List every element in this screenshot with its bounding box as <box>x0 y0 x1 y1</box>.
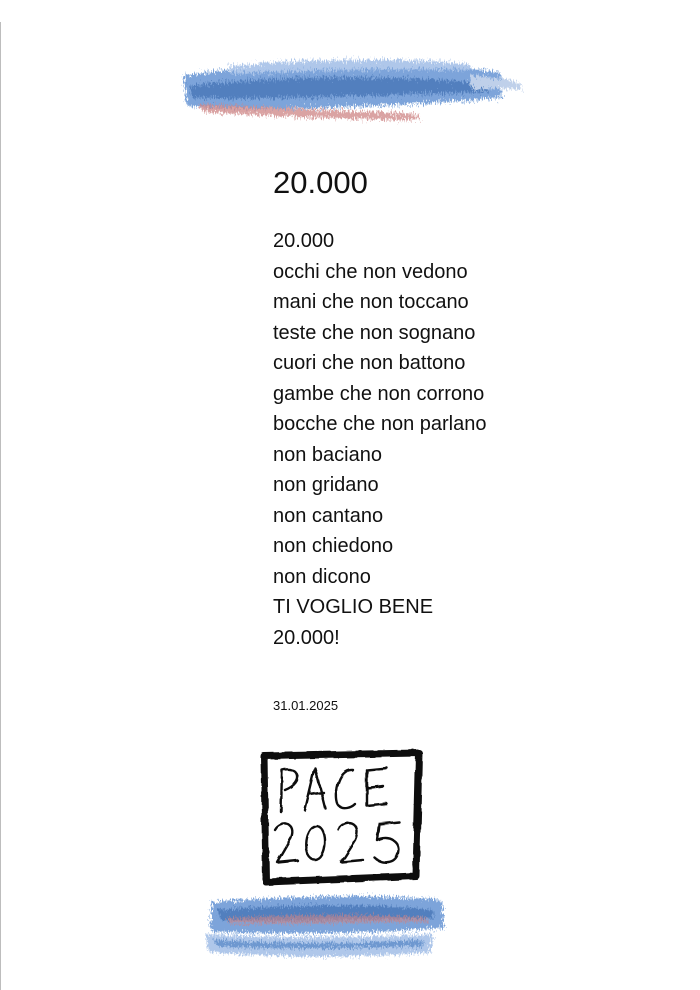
poem-body <box>273 226 487 653</box>
poem-line: 20.000 <box>273 230 335 252</box>
blue-crayon-stroke-top <box>170 46 530 130</box>
poem-line: non cantano <box>273 504 384 527</box>
poem-line: non gridano <box>273 474 379 496</box>
poem-line: non dicono <box>273 565 371 588</box>
poem-line: bocche che non parlano <box>273 413 487 435</box>
poem-line: occhi che non vedono <box>273 260 468 283</box>
poem-line: non chiedono <box>273 535 394 557</box>
poem-line: TI VOGLIO BENE <box>273 596 434 618</box>
poem-line: gambe che non corrono <box>273 382 485 405</box>
blue-crayon-stroke-bottom <box>198 888 460 970</box>
pace-2025-handwritten-stamp <box>255 748 427 890</box>
poem-line: mani che non toccano <box>273 291 469 313</box>
poem-line: 20.000! <box>273 626 340 649</box>
poem-line: cuori che non battono <box>273 352 466 374</box>
page-left-edge <box>0 22 1 990</box>
poem-date: 31.01.2025 <box>273 698 339 713</box>
poem-line: non baciano <box>273 443 382 466</box>
poem-title: 20.000 <box>273 165 368 200</box>
poem-line: teste che non sognano <box>273 321 476 344</box>
